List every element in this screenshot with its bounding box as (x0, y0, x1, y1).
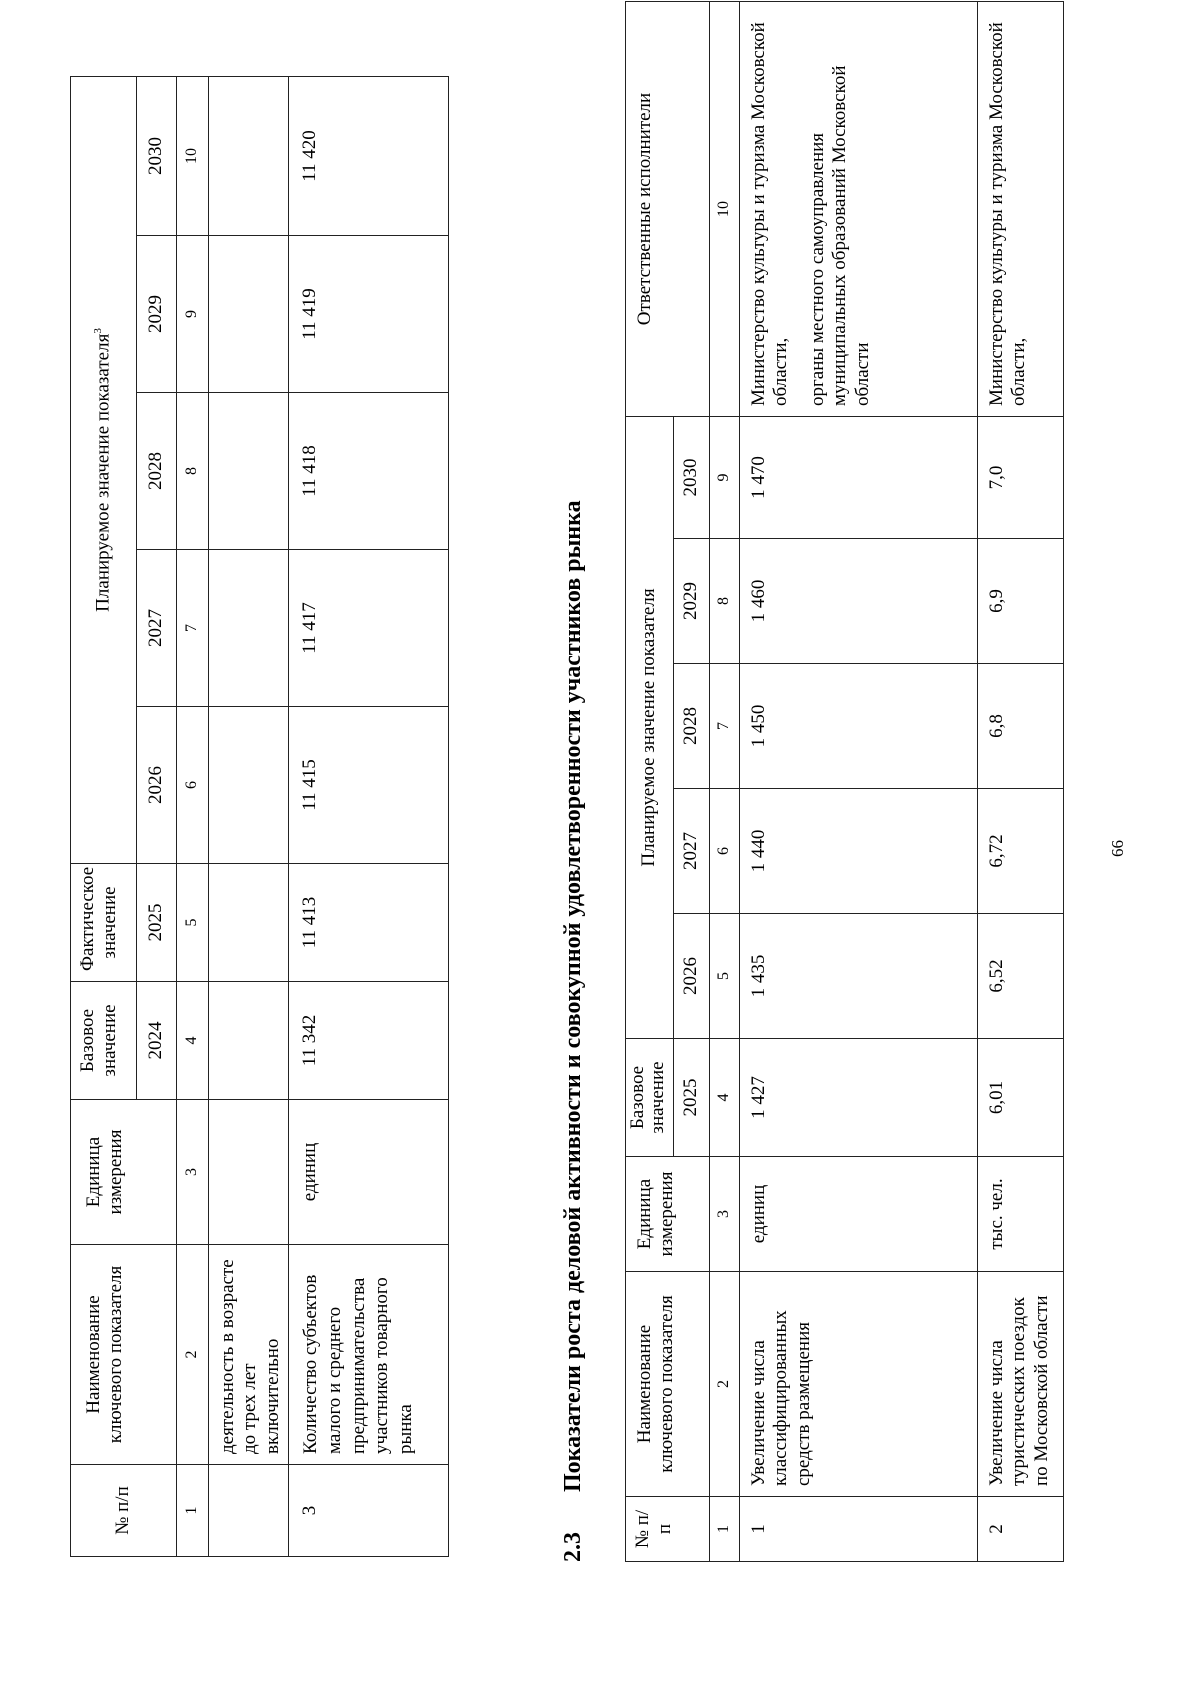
t2-row-value: 6,01 (978, 1039, 1064, 1157)
t1-column-number: 8 (177, 393, 209, 550)
t1-column-number: 4 (177, 982, 209, 1100)
t1-year: 2026 (137, 707, 177, 864)
t2-year: 2027 (674, 789, 710, 914)
t1-year: 2027 (137, 550, 177, 707)
section-number: 2.3 (560, 1532, 586, 1562)
t1-row-value (209, 236, 289, 393)
t2-column-number: 6 (710, 789, 740, 914)
table2-header-row (626, 1, 674, 1561)
t2-column-number: 8 (710, 539, 740, 664)
t2-column-number: 9 (710, 416, 740, 538)
t2-row-name: Увеличение числа классифицированных средств размещения (740, 1272, 978, 1497)
t1-row-num: 3 (289, 1465, 449, 1557)
t2-year: 2029 (674, 539, 710, 664)
t2-header-responsible: Ответственные исполнители (626, 1, 710, 416)
t2-row-name: Увеличение числа туристических поездок по Московской области (978, 1272, 1064, 1497)
t2-header-num: № п/п (626, 1497, 710, 1562)
t1-column-number: 6 (177, 707, 209, 864)
t1-year: 2024 (137, 982, 177, 1100)
t2-row-unit: тыс. чел. (978, 1157, 1064, 1272)
t1-year: 2025 (137, 864, 177, 982)
t1-row-value (209, 707, 289, 864)
t1-row-value: 11 342 (289, 982, 449, 1100)
t2-header-unit: Единица измерения (626, 1157, 710, 1272)
t1-row-value (209, 393, 289, 550)
t2-column-number: 5 (710, 914, 740, 1039)
table1-header-row (71, 76, 137, 1556)
t2-row-responsible (740, 1, 978, 416)
t1-year: 2028 (137, 393, 177, 550)
t2-row-num: 1 (740, 1497, 978, 1562)
t1-header-actual: Фактическое значение (71, 864, 137, 982)
t1-column-number: 10 (177, 76, 209, 235)
t1-header-base: Базовое значение (71, 982, 137, 1100)
t2-row-value: 1 427 (740, 1039, 978, 1157)
t1-row-value (209, 550, 289, 707)
t2-year: 2028 (674, 664, 710, 789)
t1-header-name: Наименование ключевого показателя (71, 1245, 177, 1465)
t2-row-value: 6,9 (978, 539, 1064, 664)
t1-header-planned-footnote: 3 (92, 328, 105, 334)
t2-year: 2026 (674, 914, 710, 1039)
t1-row-value (209, 864, 289, 982)
t2-responsible-line: Министерство культуры и туризма Московской области, (748, 22, 792, 406)
t1-row-name: Количество субъектов малого и среднего предпринимательства участников товарного рынка (289, 1245, 449, 1465)
t2-row-value: 7,0 (978, 416, 1064, 538)
t1-column-number: 5 (177, 864, 209, 982)
t2-row-num: 2 (978, 1497, 1064, 1562)
t2-row-value: 6,52 (978, 914, 1064, 1039)
table1-column-numbers-row (177, 76, 209, 1556)
t2-responsible-line: органы местного самоуправления муниципальных образований Московской области (806, 65, 873, 406)
t1-row-value (209, 982, 289, 1100)
t2-row-value: 1 435 (740, 914, 978, 1039)
t2-row-unit: единиц (740, 1157, 978, 1272)
t2-year: 2030 (674, 416, 710, 538)
t1-row-unit (209, 1100, 289, 1245)
t1-header-planned (71, 76, 137, 863)
t2-responsible-line: Министерство культуры и туризма Московской области, (986, 22, 1030, 406)
table2-column-numbers-row (710, 1, 740, 1561)
t1-column-number: 7 (177, 550, 209, 707)
t2-header-planned: Планируемое значение показателя (626, 416, 674, 1038)
t2-row-value: 6,8 (978, 664, 1064, 789)
t1-row-value: 11 417 (289, 550, 449, 707)
t1-year: 2030 (137, 76, 177, 235)
page-number: 66 (1108, 840, 1127, 857)
t2-row-value: 1 450 (740, 664, 978, 789)
table-row (740, 1, 978, 1561)
table-row (289, 76, 449, 1556)
indicators-table-2 (625, 1, 1064, 1562)
t1-column-number: 9 (177, 236, 209, 393)
table-row (209, 76, 289, 1556)
t2-column-number: 4 (710, 1039, 740, 1157)
t1-year: 2029 (137, 236, 177, 393)
t2-row-value: 6,72 (978, 789, 1064, 914)
t2-column-number: 2 (710, 1272, 740, 1497)
t1-row-value (209, 76, 289, 235)
t1-row-num (209, 1465, 289, 1557)
t2-column-number: 10 (710, 1, 740, 416)
t1-column-number: 1 (177, 1465, 209, 1557)
t1-header-planned-label: Планируемое значение показателя (92, 333, 114, 612)
table-row (978, 1, 1064, 1561)
t2-column-number: 7 (710, 664, 740, 789)
indicators-table-1 (70, 76, 449, 1557)
t1-row-unit: единиц (289, 1100, 449, 1245)
t2-row-responsible (978, 1, 1064, 416)
t2-header-base: Базовое значение (626, 1039, 674, 1157)
t2-row-value: 1 460 (740, 539, 978, 664)
t2-header-name: Наименование ключевого показателя (626, 1272, 710, 1497)
t1-column-number: 2 (177, 1245, 209, 1465)
t2-column-number: 3 (710, 1157, 740, 1272)
t1-row-value: 11 418 (289, 393, 449, 550)
t1-row-name: деятельность в возрасте до трех лет включительно (209, 1245, 289, 1465)
t1-row-value: 11 413 (289, 864, 449, 982)
t1-column-number: 3 (177, 1100, 209, 1245)
t2-row-value: 1 470 (740, 416, 978, 538)
t1-row-value: 11 419 (289, 236, 449, 393)
section-title: Показатели роста деловой активности и совокупной удовлетворенности участников рынка (560, 500, 586, 1492)
t1-row-value: 11 420 (289, 76, 449, 235)
t1-header-num: № п/п (71, 1465, 177, 1557)
t2-year: 2025 (674, 1039, 710, 1157)
t2-row-value: 1 440 (740, 789, 978, 914)
t1-row-value: 11 415 (289, 707, 449, 864)
section-heading (560, 22, 587, 1562)
t1-header-unit: Единица измерения (71, 1100, 177, 1245)
t2-column-number: 1 (710, 1497, 740, 1562)
